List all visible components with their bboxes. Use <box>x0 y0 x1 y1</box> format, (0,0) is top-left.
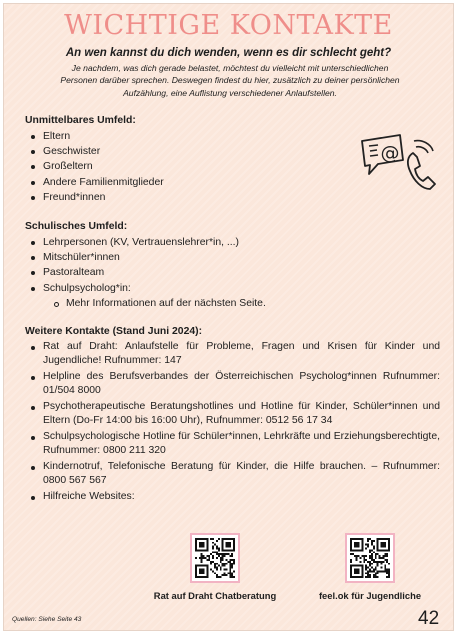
list-item: Freund*innen <box>30 190 164 205</box>
page <box>3 3 454 631</box>
intro-text <box>44 62 416 99</box>
list-item: Geschwister <box>30 144 164 159</box>
intro-line: Personen darüber sprechen. Deswegen findest du hier, zusätzlich zu deiner persönlichen <box>60 75 400 86</box>
list-item: Helpline des Berufsverbandes der Österreichischen Psycholog*innen Rufnummer: 01/504 8000 <box>30 370 440 398</box>
section-heading-immediate: Unmittelbares Umfeld: <box>25 115 136 126</box>
page-number: 42 <box>418 608 440 629</box>
section-heading-further: Weitere Kontakte (Stand Juni 2024): <box>25 326 203 337</box>
qr-label: feel.ok für Jugendliche <box>318 590 422 601</box>
page-title: WICHTIGE KONTAKTE <box>64 10 393 41</box>
list-item: Schulpsychologische Hotline für Schüler*innen, Lehrkräfte und Erziehungsberechtigte, Rufnummer: 0800 211 320 <box>30 430 440 458</box>
list-further <box>30 340 440 505</box>
list-item: Rat auf Draht: Anlaufstelle für Probleme, Fragen und Krisen für Kinder und Jugendliche! Rufnummer: 147 <box>30 340 440 368</box>
intro-line: Je nachdem, was dich gerade belastet, möchtest du vielleicht mit unterschiedlichen <box>71 63 389 73</box>
footer-source: Quellen: Siehe Seite 43 <box>12 616 82 623</box>
list-item: Hilfreiche Websites: <box>30 490 440 504</box>
list-item: Psychotherapeutische Beratungshotlines und Hotline für Kinder, Schüler*innen und Eltern (Do-Fr 14:00 bis 16:00 Uhr), Rufnummer: 0512 56 17 34 <box>30 400 440 428</box>
qr-block-rat-auf-draht[interactable] <box>140 533 290 601</box>
list-immediate <box>30 129 164 205</box>
qr-code-icon[interactable] <box>345 533 395 583</box>
section-heading-school: Schulisches Umfeld: <box>25 221 128 232</box>
list-item: Lehrpersonen (KV, Vertrauenslehrer*in, ...) <box>30 235 239 250</box>
subtitle: An wen kannst du dich wenden, wenn es dir schlecht geht? <box>65 47 392 59</box>
list-item: Kindernotruf, Telefonische Beratung für Kinder, die Hilfe brauchen. – Rufnummer: 0800 567 567 <box>30 460 440 488</box>
qr-code-icon[interactable] <box>190 533 240 583</box>
list-school <box>30 235 239 296</box>
list-item: Andere Familienmitglieder <box>30 175 164 190</box>
list-item: Schulpsycholog*in: <box>30 281 239 296</box>
list-item: Großeltern <box>30 159 164 174</box>
list-item: Pastoralteam <box>30 265 239 280</box>
list-item: Eltern <box>30 129 164 144</box>
qr-block-feel-ok[interactable] <box>295 533 445 601</box>
list-item: Mitschüler*innen <box>30 250 239 265</box>
svg-text:@: @ <box>380 142 400 164</box>
email-phone-icon <box>356 129 436 199</box>
list-school-sub <box>38 296 266 311</box>
list-subitem: Mehr Informationen auf der nächsten Seite. <box>53 296 266 311</box>
qr-label: Rat auf Draht Chatberatung <box>153 590 277 601</box>
intro-line: Aufzählung, eine Auflistung verschiedener Anlaufstellen. <box>123 87 337 98</box>
